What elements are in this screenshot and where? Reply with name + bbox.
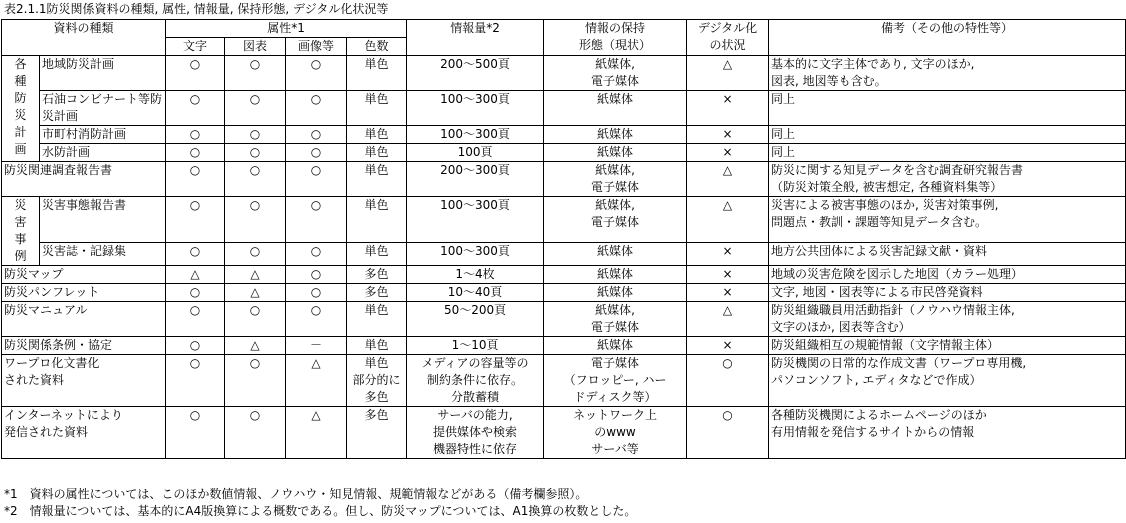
row-amount: 1～4枚 — [407, 266, 544, 284]
header-color: 色数 — [347, 38, 407, 56]
table-body — [2, 56, 1126, 459]
table-row — [2, 144, 1126, 162]
row-attr-chart: ○ — [225, 56, 286, 91]
row-material-name: 防災関係条例・協定 — [2, 337, 166, 355]
row-attr-text: ○ — [166, 56, 225, 91]
row-material-name: ワープロ化文書化 された資料 — [2, 355, 166, 407]
row-color: 単色 — [347, 242, 407, 265]
row-attr-chart: △ — [225, 337, 286, 355]
row-attr-image: ○ — [286, 197, 347, 243]
table-caption: 表2.1.1防災関係資料の種類, 属性, 情報量, 保持形態, デジタル化状況等 — [4, 2, 389, 16]
row-notes: 防災組織相互の規範情報（文字情報主体） — [769, 337, 1126, 355]
row-notes: 防災に関する知見データを含む調査研究報告書 （防災対策全般, 被害想定, 各種資料集等） — [769, 162, 1126, 197]
row-attr-image: ○ — [286, 242, 347, 265]
row-attr-text: ○ — [166, 144, 225, 162]
group-label-plans: 各 種 防 災 計 画 — [2, 56, 40, 162]
row-color: 単色 — [347, 126, 407, 144]
row-attr-chart: △ — [225, 266, 286, 284]
row-material-name: 防災パンフレット — [2, 284, 166, 302]
row-attr-text: ○ — [166, 355, 225, 407]
row-amount: メディアの容量等の 制約条件に依存。 分散蓄積 — [407, 355, 544, 407]
row-amount: 200～300頁 — [407, 162, 544, 197]
row-notes: 災害による被害事態のほか, 災害対策事例, 問題点・教訓・課題等知見データ含む。 — [769, 197, 1126, 243]
row-attr-chart: ○ — [225, 162, 286, 197]
row-attr-text: ○ — [166, 91, 225, 126]
row-material-name: 災害誌・記録集 — [40, 242, 166, 265]
row-digital-status: × — [687, 126, 769, 144]
row-attr-text: ○ — [166, 162, 225, 197]
row-storage: 紙媒体, 電子媒体 — [544, 162, 687, 197]
row-attr-chart: ○ — [225, 144, 286, 162]
row-material-name: 水防計画 — [40, 144, 166, 162]
row-amount: 100～300頁 — [407, 91, 544, 126]
row-attr-chart: ○ — [225, 242, 286, 265]
row-attr-text: △ — [166, 266, 225, 284]
row-storage: 紙媒体, 電子媒体 — [544, 197, 687, 243]
row-storage: 紙媒体 — [544, 91, 687, 126]
row-material-name: 災害事態報告書 — [40, 197, 166, 243]
row-amount: 100～300頁 — [407, 242, 544, 265]
row-color: 多色 — [347, 407, 407, 459]
row-attr-chart: ○ — [225, 407, 286, 459]
footnote-2: *2 情報量については、基本的にA4版換算による概数である。但し、防災マップについては、A1換算の枚数とした。 — [4, 504, 637, 518]
row-attr-image: ○ — [286, 126, 347, 144]
table-row — [2, 407, 1126, 459]
row-storage: 紙媒体 — [544, 266, 687, 284]
header-notes: 備考（その他の特性等） — [769, 20, 1126, 56]
disaster-materials-table — [1, 19, 1126, 459]
table-row — [2, 56, 1126, 91]
row-color: 単色 — [347, 56, 407, 91]
row-attr-image: △ — [286, 407, 347, 459]
row-attr-chart: ○ — [225, 197, 286, 243]
row-color: 多色 — [347, 266, 407, 284]
row-digital-status: × — [687, 284, 769, 302]
table-row — [2, 197, 1126, 243]
row-attr-image: ○ — [286, 302, 347, 337]
footnotes — [4, 486, 636, 520]
header-digital: デジタル化 の状況 — [687, 20, 769, 56]
row-color: 単色 — [347, 302, 407, 337]
table-row — [2, 284, 1126, 302]
row-notes: 防災機関の日常的な作成文書（ワープロ専用機, パソコンソフト, エディタなどで作成） — [769, 355, 1126, 407]
table-row — [2, 337, 1126, 355]
row-amount: 50～200頁 — [407, 302, 544, 337]
row-notes: 同上 — [769, 144, 1126, 162]
row-material-name: 石油コンビナート等防災計画 — [40, 91, 166, 126]
row-notes: 地方公共団体による災害記録文献・資料 — [769, 242, 1126, 265]
row-digital-status: △ — [687, 197, 769, 243]
table-row — [2, 242, 1126, 265]
row-amount: 100頁 — [407, 144, 544, 162]
row-notes: 同上 — [769, 126, 1126, 144]
row-storage: 紙媒体 — [544, 144, 687, 162]
row-color: 単色 — [347, 162, 407, 197]
table-row — [2, 302, 1126, 337]
row-digital-status: △ — [687, 162, 769, 197]
header-row-1 — [2, 20, 1126, 38]
row-storage: 紙媒体, 電子媒体 — [544, 302, 687, 337]
row-color: 単色 — [347, 337, 407, 355]
row-amount: 100～300頁 — [407, 126, 544, 144]
row-attr-image: ○ — [286, 284, 347, 302]
row-storage: 紙媒体, 電子媒体 — [544, 56, 687, 91]
row-attr-chart: ○ — [225, 355, 286, 407]
header-type: 資料の種類 — [2, 20, 166, 56]
row-digital-status: × — [687, 266, 769, 284]
row-storage: 紙媒体 — [544, 126, 687, 144]
row-attr-image: ○ — [286, 266, 347, 284]
row-notes: 地域の災害危険を図示した地図（カラー処理） — [769, 266, 1126, 284]
row-digital-status: × — [687, 91, 769, 126]
row-color: 単色 — [347, 91, 407, 126]
row-attr-chart: △ — [225, 284, 286, 302]
row-attr-chart: ○ — [225, 302, 286, 337]
row-attr-text: ○ — [166, 126, 225, 144]
table-row — [2, 91, 1126, 126]
row-digital-status: △ — [687, 56, 769, 91]
row-material-name: 市町村消防計画 — [40, 126, 166, 144]
row-attr-text: ○ — [166, 302, 225, 337]
footnote-1: *1 資料の属性については、このほか数値情報、ノウハウ・知見情報、規範情報などがある（備考欄参照）。 — [4, 487, 588, 501]
row-digital-status: × — [687, 242, 769, 265]
row-attr-image: ○ — [286, 56, 347, 91]
row-amount: サーバの能力, 提供媒体や検索 機器特性に依存 — [407, 407, 544, 459]
row-digital-status: △ — [687, 302, 769, 337]
row-attr-chart: ○ — [225, 126, 286, 144]
row-digital-status: ○ — [687, 355, 769, 407]
row-notes: 防災組織職員用活動指針（ノウハウ情報主体, 文字のほか, 図表等含む） — [769, 302, 1126, 337]
row-material-name: 防災マップ — [2, 266, 166, 284]
row-color: 単色 部分的に 多色 — [347, 355, 407, 407]
row-material-name: 防災関連調査報告書 — [2, 162, 166, 197]
row-storage: 紙媒体 — [544, 242, 687, 265]
header-storage: 情報の保持 形態（現状） — [544, 20, 687, 56]
row-digital-status: × — [687, 144, 769, 162]
row-attr-image: ○ — [286, 144, 347, 162]
row-storage: ネットワーク上 のwww サーバ等 — [544, 407, 687, 459]
row-attr-text: ○ — [166, 284, 225, 302]
row-material-name: 防災マニュアル — [2, 302, 166, 337]
row-amount: 10～40頁 — [407, 284, 544, 302]
row-attr-image: △ — [286, 355, 347, 407]
row-amount: 100～300頁 — [407, 197, 544, 243]
table-row — [2, 126, 1126, 144]
row-digital-status: ○ — [687, 407, 769, 459]
row-attr-image: － — [286, 337, 347, 355]
row-notes: 基本的に文字主体であり, 文字のほか, 図表, 地図等も含む。 — [769, 56, 1126, 91]
table-row — [2, 266, 1126, 284]
table-row — [2, 355, 1126, 407]
row-storage: 電子媒体 （フロッピー, ハー ドディスク等） — [544, 355, 687, 407]
row-amount: 1～10頁 — [407, 337, 544, 355]
row-attr-chart: ○ — [225, 91, 286, 126]
row-amount: 200～500頁 — [407, 56, 544, 91]
row-color: 単色 — [347, 144, 407, 162]
row-material-name: 地域防災計画 — [40, 56, 166, 91]
header-amount: 情報量*2 — [407, 20, 544, 56]
row-notes: 各種防災機関によるホームページのほか 有用情報を発信するサイトからの情報 — [769, 407, 1126, 459]
header-image: 画像等 — [286, 38, 347, 56]
table-row — [2, 162, 1126, 197]
row-attr-image: ○ — [286, 162, 347, 197]
group-label-cases: 災 害 事 例 — [2, 197, 40, 266]
row-attr-text: ○ — [166, 407, 225, 459]
row-notes: 同上 — [769, 91, 1126, 126]
row-attr-text: ○ — [166, 197, 225, 243]
row-attr-image: ○ — [286, 91, 347, 126]
header-chart: 図表 — [225, 38, 286, 56]
row-attr-text: ○ — [166, 337, 225, 355]
row-storage: 紙媒体 — [544, 337, 687, 355]
row-notes: 文字, 地図・図表等による市民啓発資料 — [769, 284, 1126, 302]
header-attr: 属性*1 — [166, 20, 407, 38]
row-attr-text: ○ — [166, 242, 225, 265]
row-storage: 紙媒体 — [544, 284, 687, 302]
row-material-name: インターネットにより 発信された資料 — [2, 407, 166, 459]
row-color: 多色 — [347, 284, 407, 302]
row-color: 単色 — [347, 197, 407, 243]
row-digital-status: × — [687, 337, 769, 355]
header-text: 文字 — [166, 38, 225, 56]
